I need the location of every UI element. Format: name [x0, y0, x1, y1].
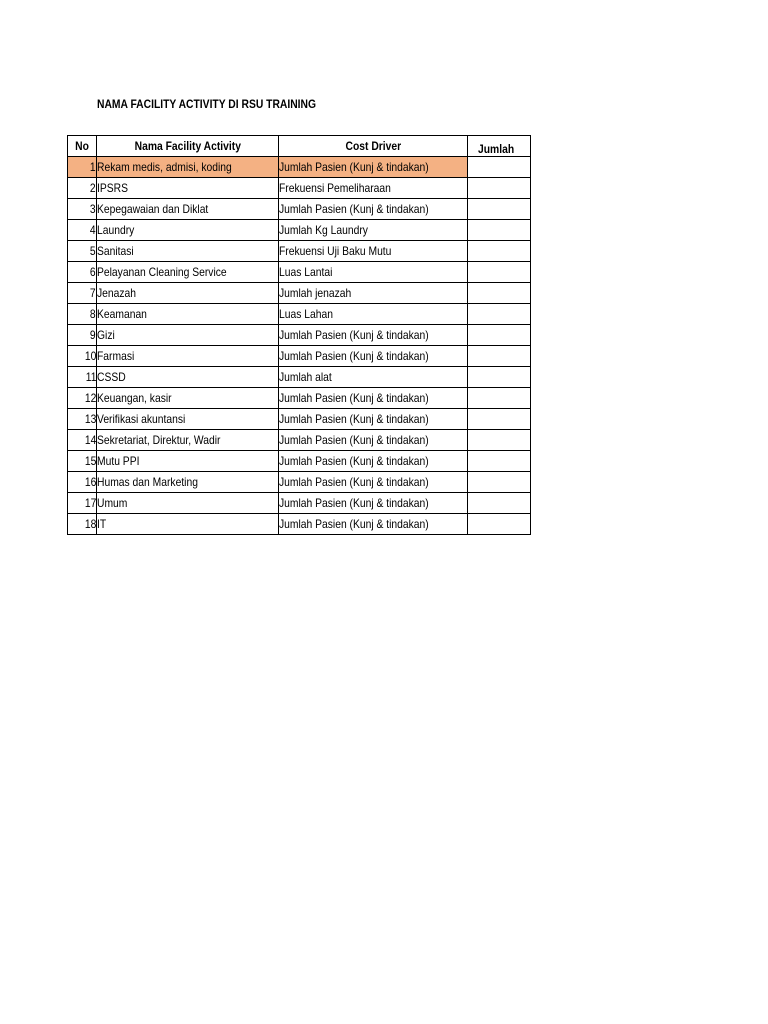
cell-cost-driver[interactable]: Jumlah Pasien (Kunj & tindakan) [279, 472, 468, 493]
cell-activity-name[interactable]: Jenazah [97, 283, 279, 304]
cell-activity-name[interactable]: Sanitasi [97, 241, 279, 262]
cell-no[interactable]: 8 [68, 304, 97, 325]
cell-cost-driver[interactable]: Jumlah Pasien (Kunj & tindakan) [279, 430, 468, 451]
cell-cost-driver[interactable]: Jumlah Pasien (Kunj & tindakan) [279, 199, 468, 220]
cell-amount[interactable] [468, 346, 531, 367]
cell-cost-driver[interactable]: Jumlah Pasien (Kunj & tindakan) [279, 451, 468, 472]
column-header-driver[interactable]: Cost Driver [279, 136, 468, 157]
table-row [68, 241, 531, 262]
cell-activity-name[interactable]: Laundry [97, 220, 279, 241]
table-row [68, 220, 531, 241]
cell-amount[interactable] [468, 178, 531, 199]
table-row [68, 157, 531, 178]
cell-amount[interactable] [468, 304, 531, 325]
cell-no[interactable]: 17 [68, 493, 97, 514]
cell-amount[interactable] [468, 409, 531, 430]
cell-no[interactable]: 9 [68, 325, 97, 346]
cell-no[interactable]: 7 [68, 283, 97, 304]
table-header-row [68, 136, 531, 157]
cell-activity-name[interactable]: Mutu PPI [97, 451, 279, 472]
cell-activity-name[interactable]: IPSRS [97, 178, 279, 199]
cell-activity-name[interactable]: Farmasi [97, 346, 279, 367]
table-row [68, 346, 531, 367]
cell-cost-driver[interactable]: Luas Lantai [279, 262, 468, 283]
table-row [68, 178, 531, 199]
cell-no[interactable]: 6 [68, 262, 97, 283]
cell-activity-name[interactable]: Kepegawaian dan Diklat [97, 199, 279, 220]
page-title [97, 96, 316, 112]
cell-cost-driver[interactable]: Jumlah Pasien (Kunj & tindakan) [279, 514, 468, 535]
cell-no[interactable]: 13 [68, 409, 97, 430]
cell-cost-driver[interactable]: Jumlah Pasien (Kunj & tindakan) [279, 157, 468, 178]
cell-activity-name[interactable]: Gizi [97, 325, 279, 346]
cell-activity-name[interactable]: Keamanan [97, 304, 279, 325]
cell-no[interactable]: 14 [68, 430, 97, 451]
column-header-no[interactable]: No [68, 136, 97, 157]
cell-amount[interactable] [468, 493, 531, 514]
table-row [68, 388, 531, 409]
table-row [68, 514, 531, 535]
cell-no[interactable]: 16 [68, 472, 97, 493]
table-row [68, 199, 531, 220]
cell-amount[interactable] [468, 472, 531, 493]
cell-cost-driver[interactable]: Frekuensi Pemeliharaan [279, 178, 468, 199]
cell-activity-name[interactable]: CSSD [97, 367, 279, 388]
cell-amount[interactable] [468, 367, 531, 388]
cell-amount[interactable] [468, 262, 531, 283]
cell-no[interactable]: 1 [68, 157, 97, 178]
cell-amount[interactable] [468, 199, 531, 220]
cell-cost-driver[interactable]: Jumlah Pasien (Kunj & tindakan) [279, 493, 468, 514]
cell-cost-driver[interactable]: Luas Lahan [279, 304, 468, 325]
cell-cost-driver[interactable]: Jumlah Pasien (Kunj & tindakan) [279, 325, 468, 346]
cell-activity-name[interactable]: IT [97, 514, 279, 535]
cell-activity-name[interactable]: Pelayanan Cleaning Service [97, 262, 279, 283]
table-row [68, 451, 531, 472]
cell-amount[interactable] [468, 283, 531, 304]
table-row [68, 430, 531, 451]
cell-amount[interactable] [468, 514, 531, 535]
cell-cost-driver[interactable]: Jumlah Pasien (Kunj & tindakan) [279, 346, 468, 367]
cell-amount[interactable] [468, 430, 531, 451]
cell-amount[interactable] [468, 451, 531, 472]
cell-amount[interactable] [468, 325, 531, 346]
table-row [68, 304, 531, 325]
cell-no[interactable]: 2 [68, 178, 97, 199]
cell-cost-driver[interactable]: Jumlah alat [279, 367, 468, 388]
table-row [68, 283, 531, 304]
table-row [68, 325, 531, 346]
cell-activity-name[interactable]: Keuangan, kasir [97, 388, 279, 409]
cell-cost-driver[interactable]: Jumlah Pasien (Kunj & tindakan) [279, 409, 468, 430]
cell-amount[interactable] [468, 241, 531, 262]
page-title-text: NAMA FACILITY ACTIVITY DI RSU TRAINING [97, 97, 317, 111]
cell-activity-name[interactable]: Umum [97, 493, 279, 514]
cell-no[interactable]: 15 [68, 451, 97, 472]
cell-cost-driver[interactable]: Jumlah Pasien (Kunj & tindakan) [279, 388, 468, 409]
cell-cost-driver[interactable]: Jumlah jenazah [279, 283, 468, 304]
cell-amount[interactable] [468, 157, 531, 178]
cell-no[interactable]: 11 [68, 367, 97, 388]
table-row [68, 493, 531, 514]
table-row [68, 409, 531, 430]
cell-amount[interactable] [468, 388, 531, 409]
column-header-name[interactable]: Nama Facility Activity [97, 136, 279, 157]
cell-amount[interactable] [468, 220, 531, 241]
cell-cost-driver[interactable]: Frekuensi Uji Baku Mutu [279, 241, 468, 262]
cell-no[interactable]: 4 [68, 220, 97, 241]
cell-no[interactable]: 10 [68, 346, 97, 367]
cell-activity-name[interactable]: Rekam medis, admisi, koding [97, 157, 279, 178]
cell-activity-name[interactable]: Sekretariat, Direktur, Wadir [97, 430, 279, 451]
cell-activity-name[interactable]: Verifikasi akuntansi [97, 409, 279, 430]
cell-no[interactable]: 18 [68, 514, 97, 535]
table-row [68, 262, 531, 283]
cell-no[interactable]: 5 [68, 241, 97, 262]
cell-no[interactable]: 12 [68, 388, 97, 409]
cell-cost-driver[interactable]: Jumlah Kg Laundry [279, 220, 468, 241]
cell-no[interactable]: 3 [68, 199, 97, 220]
cell-activity-name[interactable]: Humas dan Marketing [97, 472, 279, 493]
column-header-amount[interactable]: Jumlah [468, 136, 531, 157]
table-row [68, 472, 531, 493]
table-row [68, 367, 531, 388]
facility-activity-table [67, 135, 531, 535]
